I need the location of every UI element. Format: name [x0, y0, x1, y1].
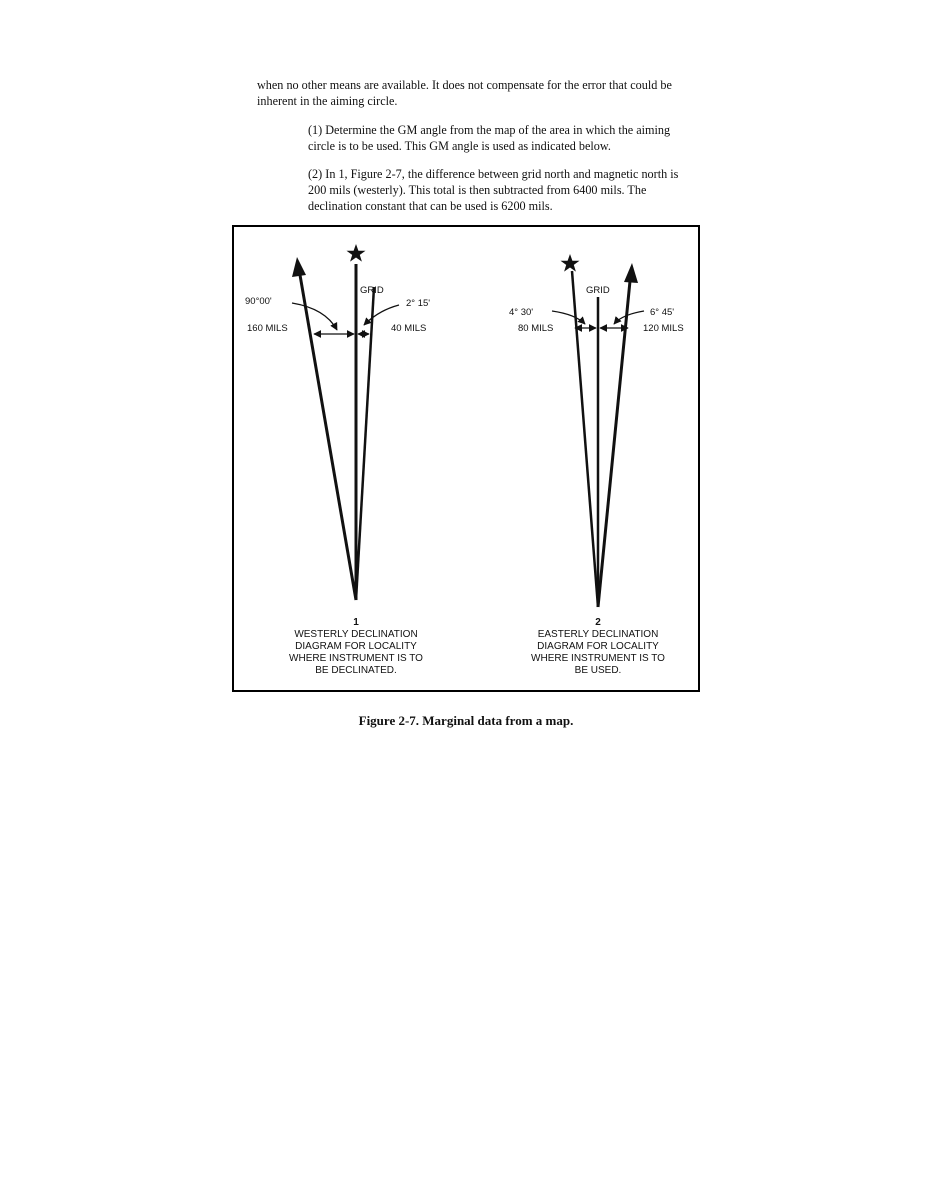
- mils-grid-label: 40 MILS: [391, 323, 427, 334]
- angle-magnetic-label: 6° 45': [650, 307, 675, 318]
- caption-line: BE DECLINATED.: [315, 665, 397, 676]
- grid-label: GRID: [586, 285, 610, 296]
- caption-line: WHERE INSTRUMENT IS TO: [531, 653, 665, 664]
- grid-label: GRID: [360, 285, 384, 296]
- mils-true-label: 80 MILS: [518, 323, 554, 334]
- angle-grid-leader: [364, 305, 399, 325]
- easterly-diagram: [509, 254, 684, 676]
- declination-figure: [232, 225, 700, 692]
- caption-line: WHERE INSTRUMENT IS TO: [289, 653, 423, 664]
- angle-magnetic-label: 90°00': [245, 296, 272, 307]
- magnetic-north-line: [598, 281, 630, 607]
- magnetic-north-arrowhead: [292, 257, 306, 277]
- magnetic-north-arrowhead: [624, 263, 638, 283]
- angle-true-leader: [552, 311, 585, 324]
- mils-magnetic-label: 120 MILS: [643, 323, 684, 334]
- caption-line: DIAGRAM FOR LOCALITY: [537, 641, 659, 652]
- star-icon: [561, 254, 580, 272]
- paragraph-step-1: (1) Determine the GM angle from the map of the area in which the aiming circle is to be used. This GM angle is used as indicated below.: [308, 123, 671, 153]
- paragraph-step-2: (2) In 1, Figure 2-7, the difference between grid north and magnetic north is 200 mils (westerly). This total is then subtracted from 6400 mils. The declination constant that can be used is 6200 mils.: [308, 167, 679, 213]
- angle-true-label: 4° 30': [509, 307, 534, 318]
- caption-line: DIAGRAM FOR LOCALITY: [295, 641, 417, 652]
- diagram-number: 1: [353, 617, 359, 628]
- mils-magnetic-label: 160 MILS: [247, 323, 288, 334]
- caption-line: WESTERLY DECLINATION: [294, 629, 418, 640]
- star-icon: [347, 244, 366, 262]
- declination-diagrams: [234, 227, 698, 690]
- diagram-number: 2: [595, 617, 601, 628]
- figure-caption: Figure 2-7. Marginal data from a map.: [358, 713, 574, 728]
- angle-magnetic-leader: [614, 311, 644, 324]
- paragraph-intro: when no other means are available. It does not compensate for the error that could be inherent in the aiming circle.: [257, 78, 672, 108]
- caption-line: EASTERLY DECLINATION: [537, 629, 659, 640]
- true-north-line: [572, 271, 598, 607]
- westerly-diagram: [245, 244, 430, 676]
- angle-magnetic-leader: [292, 303, 337, 330]
- angle-grid-label: 2° 15': [406, 298, 431, 309]
- caption-line: BE USED.: [574, 665, 622, 676]
- magnetic-north-line: [300, 275, 356, 600]
